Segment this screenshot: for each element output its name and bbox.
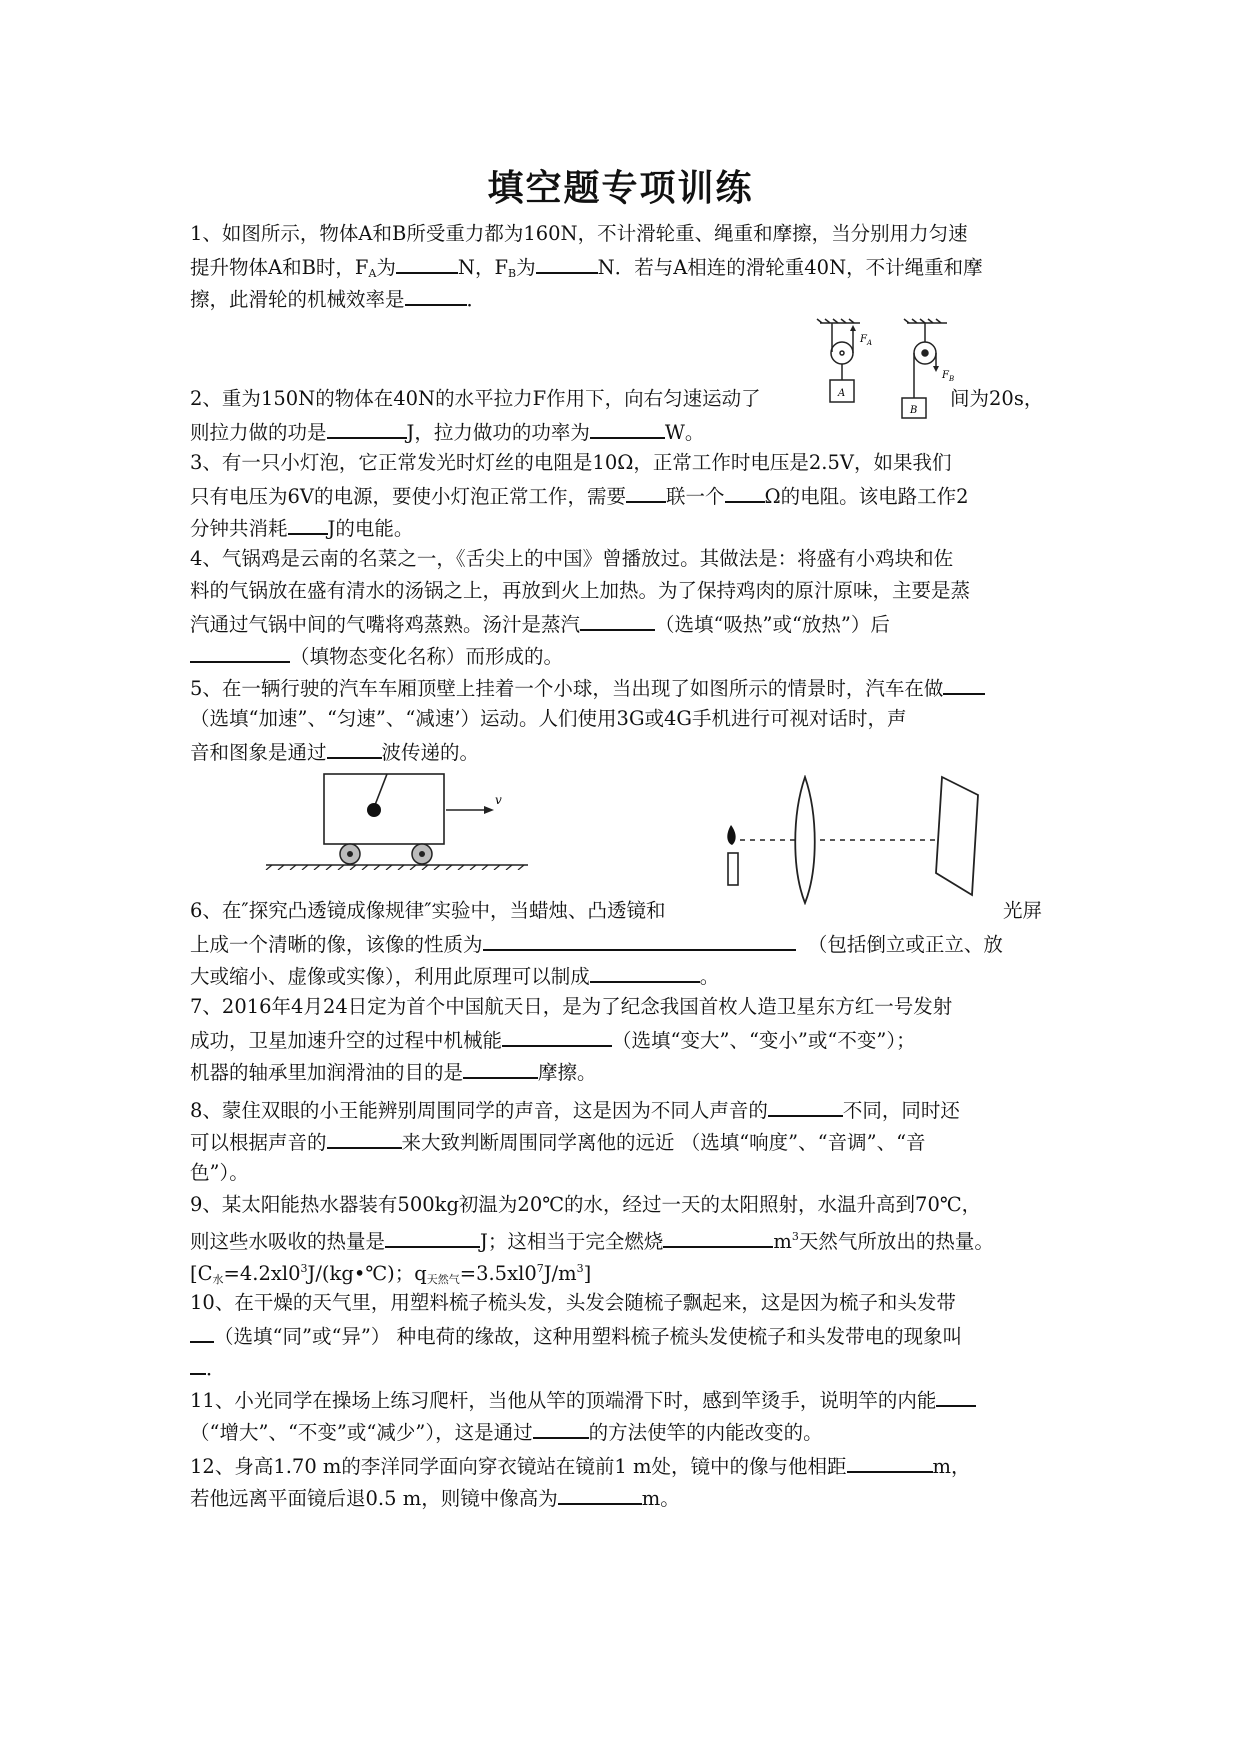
q11-text: （“增大”、“不变”或“减少”），这是通过 [190,1421,533,1444]
q3-line2 [190,479,969,513]
q9-text: ] [583,1262,592,1285]
q3-text: 只有电压为6V的电源，要使小灯泡正常工作，需要 [190,485,626,508]
pulley-a [831,342,853,364]
subscript: 水 [212,1273,224,1286]
subscript: B [948,375,955,383]
subscript: A [368,267,377,280]
q10-line3 [190,1351,226,1385]
subscript: 天然气 [426,1273,460,1286]
q2-line1 [190,383,761,415]
q3-text: 联一个 [666,485,725,508]
q12-text: m， [932,1455,971,1478]
answer-blank[interactable] [580,607,655,631]
q6-text: 。 [699,965,720,988]
answer-blank[interactable] [190,639,290,663]
q3-text: Ω的电阻。该电路工作2 [764,485,969,508]
answer-blank[interactable] [663,1224,773,1248]
q2-line2 [190,415,704,449]
q4-text: （填物态变化名称）而形成的。 [290,645,564,668]
q4-line1 [190,543,953,575]
q4-line3 [190,607,890,641]
q1-line1 [190,218,968,250]
answer-blank[interactable] [847,1449,933,1473]
q6-line1-tail [1003,895,1042,927]
q3-text: 分钟共消耗 [190,517,288,540]
q4-text: 汽通过气锅中间的气嘴将鸡蒸熟。汤汁是蒸汽 [190,613,581,636]
q8-text: 色”）。 [190,1161,249,1184]
ball [367,803,381,817]
q10-line1 [190,1287,956,1319]
q1-text: N，F [457,256,509,279]
q9-text: [C [190,1262,213,1285]
answer-blank[interactable] [327,735,382,759]
q2-text: 则拉力做的功是 [190,421,327,444]
q3-line3 [190,511,413,545]
q7-text: 摩擦。 [538,1061,597,1084]
q2-text: 2、重为150N的物体在40N的水平拉力F作用下，向右匀速运动了 [190,387,761,410]
q4-line2 [190,575,970,607]
q6-line1 [190,895,665,927]
q9-text: 则这些水吸收的热量是 [190,1230,386,1253]
q2-text: W。 [664,421,705,444]
q12-line2 [190,1481,680,1515]
q4-line4 [190,639,563,673]
q8-line3 [190,1157,249,1189]
answer-blank[interactable] [327,415,407,439]
q12-text: 12、身高1.70 m的李洋同学面向穿衣镜站在镜前1 m处，镜中的像与他相距 [190,1455,847,1478]
q1-text: N．若与A相连的滑轮重40N，不计绳重和摩 [597,256,983,279]
q1-line3 [190,282,486,316]
force-label-a: F [860,334,867,345]
q3-text: J的电能。 [327,517,414,540]
q9-text: m [773,1230,792,1253]
q12-line1 [190,1449,971,1483]
svg-text:FB [941,370,954,383]
q1-text: 为 [376,256,396,279]
q4-text: 4、气锅鸡是云南的名菜之一，《舌尖上的中国》曾播放过。其做法是：将盛有小鸡块和佐 [190,547,954,570]
answer-blank[interactable] [190,1319,214,1343]
q7-text: 成功，卫星加速升空的过程中机械能 [190,1029,503,1052]
q6-text: 6、在″探究凸透镜成像规律″实验中，当蜡烛、凸透镜和 [190,899,666,922]
superscript: 3 [300,1262,308,1275]
q12-text: m。 [641,1487,680,1510]
q1-text: 提升物体A和B时，F [190,256,369,279]
candle-flame [727,825,735,845]
force-label-b: F [942,370,949,381]
page-title: 填空题专项训练 [487,168,754,209]
q9-text: J；这相当于完全燃烧 [480,1230,664,1253]
q8-text: 可以根据声音的 [190,1131,327,1154]
q6-text: 光屏 [1003,899,1043,922]
q2-text: 间为20s， [950,387,1044,410]
q8-text: 8、蒙住双眼的小王能辨别周围同学的声音，这是因为不同人声音的 [190,1099,768,1122]
answer-blank[interactable] [288,511,328,535]
q5-text: （选填“加速”、“匀速”、“减速’）运动。人们使用3G或4G手机进行可视对话时，声 [190,707,907,730]
q10-line2 [190,1319,962,1353]
q6-text: 大或缩小、虚像或实像），利用此原理可以制成 [190,965,590,988]
car-figure [262,770,532,870]
q6-text: （包括倒立或正立、放 [807,933,1003,956]
screen [936,777,978,895]
q9-line1 [190,1189,981,1221]
q6-line2 [190,927,1003,961]
subscript: A [866,339,873,347]
q7-line3 [190,1055,597,1089]
superscript: 3 [791,1230,799,1243]
q7-line2 [190,1023,916,1057]
q10-text: （选填“同”或“异”） 种电荷的缘故，这种用塑料梳子梳头发使梳子和头发带电的现象叫 [214,1325,963,1348]
block-label-b: B [910,405,918,416]
answer-blank[interactable] [190,1351,206,1375]
answer-blank[interactable] [405,282,467,306]
q1-text: ． [466,288,487,311]
q12-text: 若他远离平面镜后退0.5 m，则镜中像高为 [190,1487,558,1510]
q9-text: =3.5xl0 [459,1262,537,1285]
answer-blank[interactable] [590,959,700,983]
q3-text: 3、有一只小灯泡，它正常发光时灯丝的电阻是10Ω，正常工作时电压是2.5V，如果我们 [190,451,952,474]
q5-line1 [190,671,985,705]
q5-text: 5、在一辆行驶的汽车车厢顶壁上挂着一个小球，当出现了如图所示的情景时，汽车在做 [190,677,944,700]
q5-line3 [190,735,479,769]
superscript: 7 [536,1262,544,1275]
car-body [324,774,444,844]
q10-text: 10、在干燥的天气里，用塑料梳子梳头发，头发会随梳子飘起来，这是因为梳子和头发带 [190,1291,956,1314]
q3-line1 [190,447,951,479]
q6-text: 上成一个清晰的像，该像的性质为 [190,933,483,956]
q2-text: J，拉力做功的功率为 [406,421,590,444]
q11-line2 [190,1415,823,1449]
answer-blank[interactable] [483,927,796,951]
q7-text: 7、2016年4月24日定为首个中国航天日，是为了纪念我国首枚人造卫星东方红一号发射 [190,995,953,1018]
answer-blank[interactable] [626,479,666,503]
q7-text: （选填“变大”、“变小”或“不变”）； [612,1029,916,1052]
q11-text: 11、小光同学在操场上练习爬杆，当他从竿的顶端滑下时，感到竿烫手，说明竿的内能 [190,1389,937,1412]
answer-blank[interactable] [768,1093,843,1117]
q7-text: 机器的轴承里加润滑油的目的是 [190,1061,464,1084]
subscript: B [508,267,517,280]
q4-text: （选填“吸热”或“放热”）后 [655,613,890,636]
answer-blank[interactable] [558,1481,642,1505]
velocity-label: v [495,793,502,807]
q5-line2 [190,703,907,735]
q9-text: 天然气所放出的热量。 [798,1230,994,1253]
svg-text:FA [859,334,872,347]
answer-blank[interactable] [385,1224,480,1248]
q1-text: 1、如图所示，物体A和B所受重力都为160N，不计滑轮重、绳重和摩擦，当分别用力匀速 [190,222,968,245]
answer-blank[interactable] [725,479,765,503]
q5-text: 音和图象是通过 [190,741,327,764]
answer-blank[interactable] [502,1023,612,1047]
q8-text: 来大致判断周围同学离他的远近 （选填“响度”、“音调”、“音 [401,1131,926,1154]
q7-line1 [190,991,952,1023]
candle [728,853,738,885]
q4-text: 料的气锅放在盛有清水的汤锅之上，再放到火上加热。为了保持鸡肉的原汁原味，主要是蒸 [190,579,971,602]
pulley-figure [810,318,970,423]
answer-blank[interactable] [536,250,598,274]
q8-text: 不同，同时还 [842,1099,960,1122]
q9-text: J/(kg•℃)；q [307,1262,427,1285]
answer-blank[interactable] [533,1415,589,1439]
q1-text: 擦，此滑轮的机械效率是 [190,288,405,311]
block-label-a: A [838,388,846,399]
q5-text: 波传递的。 [381,741,480,764]
q11-text: 的方法使竿的内能改变的。 [588,1421,823,1444]
q11-line1 [190,1383,976,1417]
answer-blank[interactable] [327,1125,402,1149]
answer-blank[interactable] [936,1383,976,1407]
q6-line3 [190,959,719,993]
answer-blank[interactable] [590,415,665,439]
q9-text: 9、某太阳能热水器装有500kg初温为20℃的水，经过一天的太阳照射，水温升高到70℃， [190,1193,982,1216]
q1-text: 为 [516,256,536,279]
convex-lens [795,777,815,903]
answer-blank[interactable] [396,250,458,274]
q9-text: =4.2xl0 [223,1262,301,1285]
q9-text: J/m [543,1262,577,1285]
superscript: 3 [576,1262,584,1275]
string [375,774,387,805]
answer-blank[interactable] [943,671,985,695]
q8-line2 [190,1125,926,1159]
answer-blank[interactable] [463,1055,538,1079]
lens-figure [720,775,1010,905]
q8-line1 [190,1093,960,1127]
q10-text: ． [206,1357,226,1380]
